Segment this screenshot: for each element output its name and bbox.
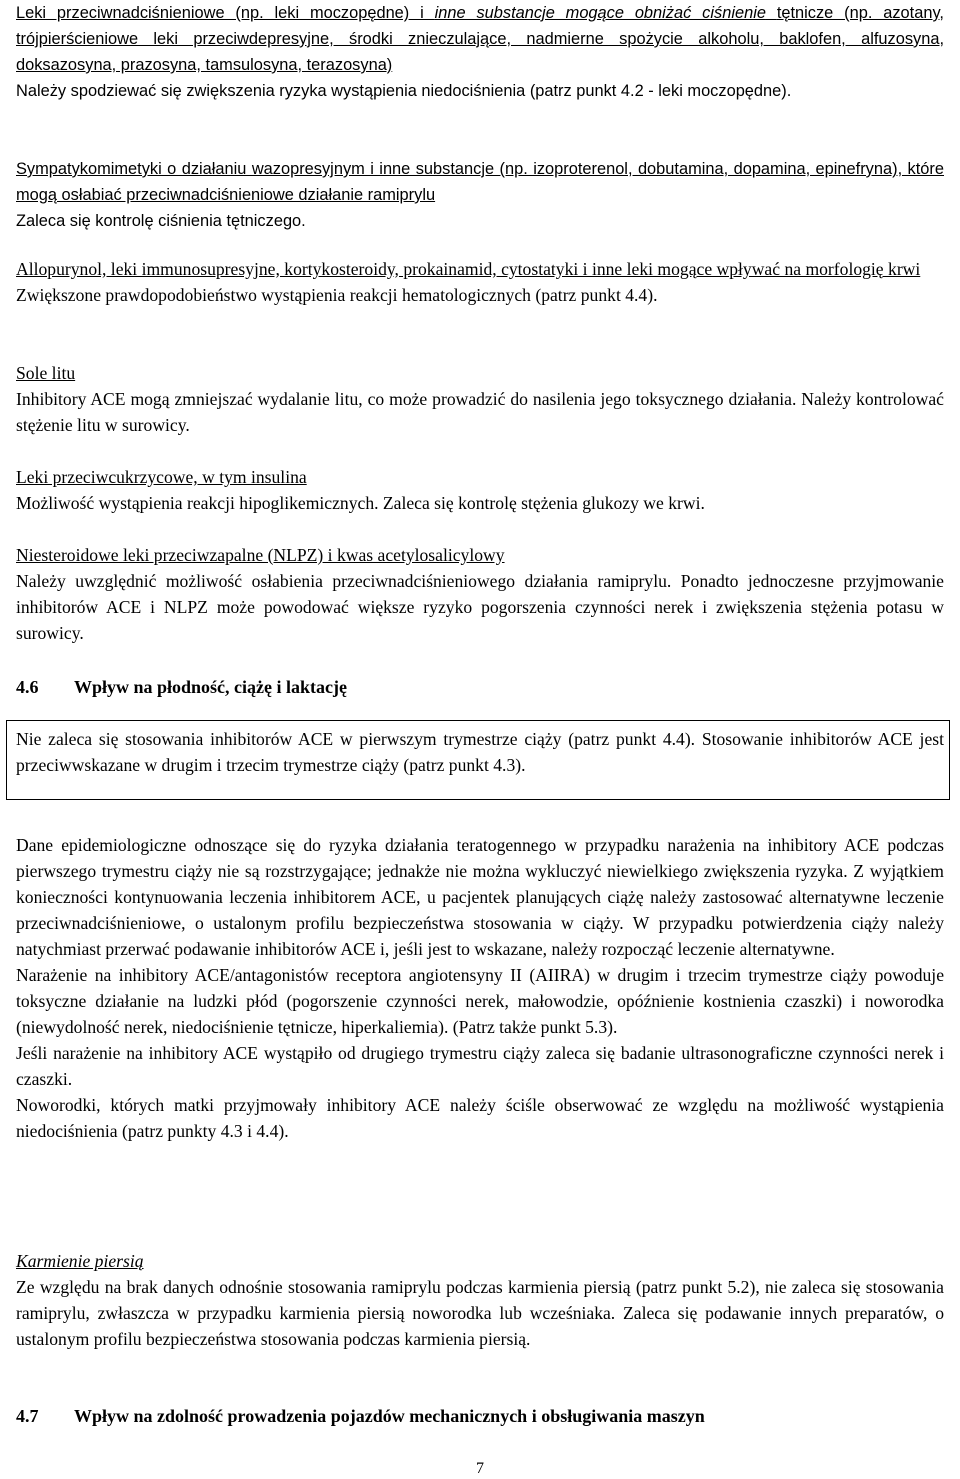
interaction-body: Zaleca się kontrolę ciśnienia tętniczego. xyxy=(16,212,306,230)
section-4-7-heading: 4.7 Wpływ na zdolność prowadzenia pojazdów mechanicznych i obsługiwania maszyn xyxy=(16,1406,705,1426)
interaction-body: Inhibitory ACE mogą zmniejszać wydalanie litu, co może prowadzić do nasilenia jego toksycznego działania. Należy kontrolować stężenie litu w surowicy. xyxy=(16,389,944,435)
breastfeeding-heading: Karmienie piersią xyxy=(16,1251,144,1271)
interaction-nsaids xyxy=(16,542,944,646)
interaction-body: Możliwość wystąpienia reakcji hipoglikemicznych. Zaleca się kontrolę stężenia glukozy we krwi. xyxy=(16,493,705,513)
paragraph: Narażenie na inhibitory ACE/antagonistów receptora angiotensyny II (AIIRA) w drugim i trzecim trymestrze ciąży powoduje toksyczne działanie na ludzki płód (pogorszenie czynności nerek, małowodzie, opóźnienie kostnienia czaszki) i noworodka (niewydolność nerek, niedociśnienie tętnicze, hiperkaliemia). (Patrz także punkt 5.3). xyxy=(16,965,944,1037)
interaction-heading: Sympatykomimetyki o działaniu wazopresyjnym i inne substancje (np. izoproterenol, dobutamina, dopamina, epinefryna), które mogą osłabiać przeciwnadciśnieniowe działanie ramiprylu xyxy=(16,160,944,204)
interaction-lithium xyxy=(16,360,944,438)
breastfeeding-body: Ze względu na brak danych odnośnie stosowania ramiprylu podczas karmienia piersią (patrz punkt 5.2), nie zaleca się stosowania ramiprylu, zwłaszcza w przypadku karmienia piersią noworodka lub wcześniaka. Zaleca się podawanie innych preparatów, o ustalonym profilu bezpieczeństwa stosowania podczas karmienia piersią. xyxy=(16,1277,944,1349)
interaction-heading: Niesteroidowe leki przeciwzapalne (NLPZ) i kwas acetylosalicylowy xyxy=(16,545,505,565)
breastfeeding-section xyxy=(16,1248,944,1352)
interaction-heading: Sole litu xyxy=(16,363,76,383)
interaction-antidiabetics xyxy=(16,464,944,516)
interaction-antihypertensives xyxy=(16,0,944,104)
section-4-6-heading: 4.6 Wpływ na płodność, ciążę i laktację xyxy=(16,677,347,697)
paragraph: Noworodki, których matki przyjmowały inhibitory ACE należy ściśle obserwować ze względu na możliwość wystąpienia niedociśnienia (patrz punkty 4.3 i 4.4). xyxy=(16,1095,944,1141)
interaction-heading: Allopurynol, leki immunosupresyjne, kortykosteroidy, prokainamid, cytostatyki i inne leki mogące wpływać na morfologię krwi xyxy=(16,259,921,279)
interaction-allopurinol xyxy=(16,256,944,308)
interaction-sympathomimetics xyxy=(16,156,944,234)
interaction-heading: Leki przeciwnadciśnieniowe (np. leki moczopędne) i inne substancje mogące obniżać ciśnienie tętnicze (np. azotany, trójpierścieniowe leki przeciwdepresyjne, środki znieczulające, nadmierne spożycie alkoholu, baklofen, alfuzosyna, doksazosyna, prazosyna, tamsulosyna, terazosyna) xyxy=(16,4,944,74)
warning-box-text: Nie zaleca się stosowania inhibitorów ACE w pierwszym trymestrze ciąży (patrz punkt 4.4). Stosowanie inhibitorów ACE jest przeciwwskazane w drugim i trzecim trymestrze ciąży (patrz punkt 4.3). xyxy=(16,729,944,775)
pregnancy-paragraphs xyxy=(16,832,944,1144)
paragraph: Dane epidemiologiczne odnoszące się do ryzyka działania teratogennego w przypadku narażenia na inhibitory ACE podczas pierwszego trymestru ciąży nie są rozstrzygające; jednakże nie można wykluczyć niewielkiego zwiększenia ryzyka. Z wyjątkiem konieczności kontynuowania leczenia inhibitorem ACE, u pacjentek planujących ciążę należy zastosować alternatywne leczenie przeciwnadciśnieniowe, o ustalonym profilu bezpieczeństwa stosowania w ciąży. W przypadku potwierdzenia ciąży należy natychmiast przerwać podawanie inhibitorów ACE i, jeśli jest to wskazane, należy rozpocząć leczenie alternatywne. xyxy=(16,835,944,959)
interaction-heading: Leki przeciwcukrzycowe, w tym insulina xyxy=(16,467,307,487)
interaction-body: Należy uwzględnić możliwość osłabienia przeciwnadciśnieniowego działania ramiprylu. Ponadto jednoczesne przyjmowanie inhibitorów ACE i NLPZ może powodować większe ryzyko pogorszenia czynności nerek i zwiększenia stężenia potasu w surowicy. xyxy=(16,571,944,643)
interaction-body: Należy spodziewać się zwiększenia ryzyka wystąpienia niedociśnienia (patrz punkt 4.2 - leki moczopędne). xyxy=(16,82,792,100)
page-number: 7 xyxy=(476,1460,484,1477)
paragraph: Jeśli narażenie na inhibitory ACE wystąpiło od drugiego trymestru ciąży zaleca się badanie ultrasonograficzne czynności nerek i czaszki. xyxy=(16,1043,944,1089)
interaction-body: Zwiększone prawdopodobieństwo wystąpienia reakcji hematologicznych (patrz punkt 4.4). xyxy=(16,285,658,305)
